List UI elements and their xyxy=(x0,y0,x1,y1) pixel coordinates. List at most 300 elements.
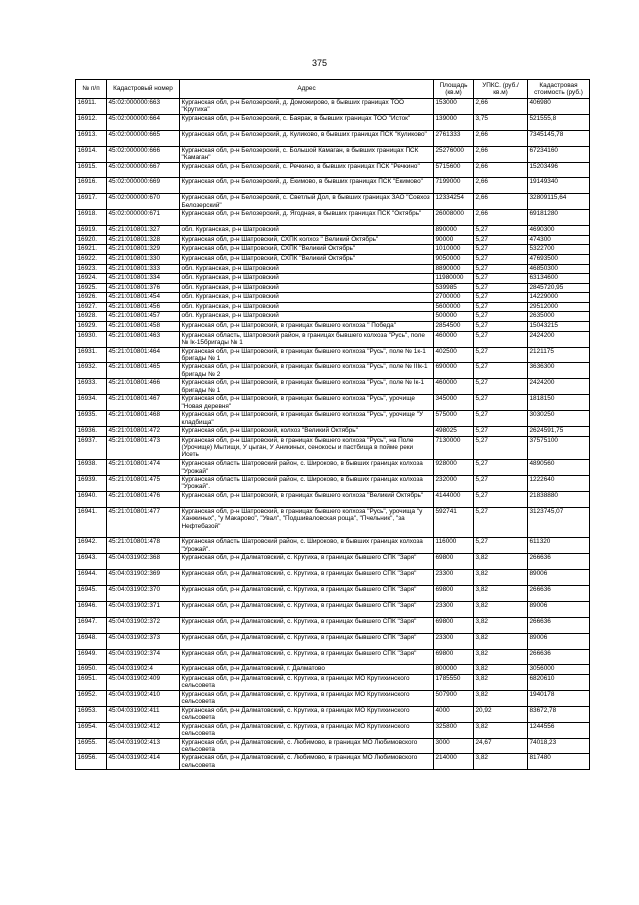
address: Курганская обл, р-н Далматовский, с. Крутиха, в границах бывшего СПК "Заря" xyxy=(180,633,434,649)
area: 23300 xyxy=(434,570,474,586)
cadastral-number: 45:21:010801:478 xyxy=(107,538,180,554)
table-row xyxy=(76,226,590,236)
upks: 5,27 xyxy=(474,283,528,293)
area: 690000 xyxy=(434,363,474,379)
table-row xyxy=(76,162,590,178)
cadastral-value: 3056000 xyxy=(528,665,590,675)
cadastral-number: 45:04:031902:409 xyxy=(107,674,180,690)
address: Курганская обл, р-н Далматовский, с. Любимово, в границах МО Любимовского сельсовета xyxy=(180,738,434,754)
area: 1010000 xyxy=(434,245,474,255)
address: Курганская обл, р-н Далматовский, с. Крутиха, в границах бывшего СПК "Заря" xyxy=(180,570,434,586)
table-row xyxy=(76,194,590,210)
row-number: 16945. xyxy=(76,585,107,601)
address: обл. Курганская, р-н Шатровский xyxy=(180,283,434,293)
cadastral-number: 45:21:010801:474 xyxy=(107,460,180,476)
area: 500000 xyxy=(434,312,474,322)
cadastral-value: 89006 xyxy=(528,601,590,617)
area: 5600000 xyxy=(434,302,474,312)
table-row xyxy=(76,347,590,363)
table-row xyxy=(76,312,590,322)
table-row xyxy=(76,507,590,538)
cadastral-value-table xyxy=(75,79,590,770)
row-number: 16917. xyxy=(76,194,107,210)
table-body xyxy=(76,99,590,770)
row-number: 16943. xyxy=(76,554,107,570)
cadastral-number: 45:21:010801:333 xyxy=(107,264,180,274)
area: 402500 xyxy=(434,347,474,363)
cadastral-number: 45:04:031902:370 xyxy=(107,585,180,601)
cadastral-value: 5322700 xyxy=(528,245,590,255)
area: 139000 xyxy=(434,114,474,130)
upks: 3,82 xyxy=(474,585,528,601)
address: Курганская обл, р-н Далматовский, с. Крутиха, в границах МО Крутихинского сельсовета xyxy=(180,722,434,738)
column-header-area: Площадь (кв.м) xyxy=(434,80,474,99)
row-number: 16948. xyxy=(76,633,107,649)
cadastral-number: 45:04:031902:372 xyxy=(107,617,180,633)
area: 9050000 xyxy=(434,254,474,264)
row-number: 16950. xyxy=(76,665,107,675)
table-row xyxy=(76,706,590,722)
row-number: 16911. xyxy=(76,99,107,115)
table-row xyxy=(76,363,590,379)
cadastral-value: 4890560 xyxy=(528,460,590,476)
table-row xyxy=(76,254,590,264)
address: обл. Курганская, р-н Шатровский xyxy=(180,312,434,322)
upks: 2,66 xyxy=(474,194,528,210)
upks: 5,27 xyxy=(474,395,528,411)
address: Курганская обл, р-н Далматовский, с. Любимово, в границах МО Любимовского сельсовета xyxy=(180,754,434,770)
cadastral-number: 45:21:010801:454 xyxy=(107,293,180,303)
cadastral-number: 45:04:031902:4 xyxy=(107,665,180,675)
area: 325800 xyxy=(434,722,474,738)
cadastral-number: 45:02:000000:667 xyxy=(107,162,180,178)
cadastral-number: 45:21:010801:458 xyxy=(107,322,180,332)
area: 800000 xyxy=(434,665,474,675)
upks: 5,27 xyxy=(474,427,528,437)
table-row xyxy=(76,283,590,293)
upks: 2,66 xyxy=(474,162,528,178)
upks: 2,66 xyxy=(474,210,528,226)
cadastral-number: 45:04:031902:368 xyxy=(107,554,180,570)
area: 460000 xyxy=(434,379,474,395)
row-number: 16941. xyxy=(76,507,107,538)
row-number: 16921. xyxy=(76,245,107,255)
upks: 3,82 xyxy=(474,690,528,706)
cadastral-number: 45:21:010801:472 xyxy=(107,427,180,437)
address: Курганская обл, р-н Далматовский, с. Крутиха, в границах бывшего СПК "Заря" xyxy=(180,585,434,601)
upks: 3,82 xyxy=(474,754,528,770)
cadastral-value: 47693500 xyxy=(528,254,590,264)
cadastral-number: 45:02:000000:666 xyxy=(107,146,180,162)
cadastral-number: 45:04:031902:413 xyxy=(107,738,180,754)
table-row xyxy=(76,491,590,507)
row-number: 16928. xyxy=(76,312,107,322)
area: 460000 xyxy=(434,331,474,347)
cadastral-value: 2635000 xyxy=(528,312,590,322)
row-number: 16952. xyxy=(76,690,107,706)
address: Курганская область Шатровский район, с. Широково, в бывших границах колхоза "Урожай" xyxy=(180,460,434,476)
upks: 5,27 xyxy=(474,254,528,264)
upks: 5,27 xyxy=(474,245,528,255)
cadastral-number: 45:21:010801:329 xyxy=(107,245,180,255)
area: 11980000 xyxy=(434,274,474,284)
cadastral-number: 45:21:010801:457 xyxy=(107,312,180,322)
address: Курганская обл, р-н Шатровский, в границах бывшего колхоза "Русь", урочище "Новая деревня" xyxy=(180,395,434,411)
table-row xyxy=(76,293,590,303)
cadastral-value: 266636 xyxy=(528,617,590,633)
area: 69800 xyxy=(434,617,474,633)
row-number: 16947. xyxy=(76,617,107,633)
row-number: 16944. xyxy=(76,570,107,586)
area: 890000 xyxy=(434,226,474,236)
cadastral-value: 1222640 xyxy=(528,475,590,491)
table-row xyxy=(76,722,590,738)
cadastral-value: 611320 xyxy=(528,538,590,554)
row-number: 16914. xyxy=(76,146,107,162)
address: Курганская обл, р-н Белозерский, д. Ягодная, в бывших границах ПСК "Октябрь" xyxy=(180,210,434,226)
cadastral-value: 2624591,75 xyxy=(528,427,590,437)
cadastral-value: 1940178 xyxy=(528,690,590,706)
cadastral-value: 29512000 xyxy=(528,302,590,312)
upks: 5,27 xyxy=(474,411,528,427)
area: 7130000 xyxy=(434,436,474,460)
row-number: 16939. xyxy=(76,475,107,491)
table-row xyxy=(76,235,590,245)
row-number: 16912. xyxy=(76,114,107,130)
table-row xyxy=(76,585,590,601)
table-row xyxy=(76,302,590,312)
column-header-cadastral-number: Кадастровый номер xyxy=(107,80,180,99)
cadastral-number: 45:04:031902:371 xyxy=(107,601,180,617)
upks: 5,27 xyxy=(474,475,528,491)
row-number: 16925. xyxy=(76,283,107,293)
area: 90000 xyxy=(434,235,474,245)
area: 8890000 xyxy=(434,264,474,274)
area: 507900 xyxy=(434,690,474,706)
table-row xyxy=(76,146,590,162)
cadastral-value: 2424200 xyxy=(528,379,590,395)
cadastral-value: 83672,78 xyxy=(528,706,590,722)
address: Курганская обл, р-н Далматовский, с. Крутиха, в границах МО Крутихинского сельсовета xyxy=(180,674,434,690)
column-header-upks: УПКС. (руб./кв.м) xyxy=(474,80,528,99)
area: 116000 xyxy=(434,538,474,554)
row-number: 16923. xyxy=(76,264,107,274)
cadastral-number: 45:21:010801:328 xyxy=(107,235,180,245)
row-number: 16938. xyxy=(76,460,107,476)
area: 928000 xyxy=(434,460,474,476)
upks: 5,27 xyxy=(474,235,528,245)
upks: 3,82 xyxy=(474,674,528,690)
cadastral-number: 45:04:031902:410 xyxy=(107,690,180,706)
area: 26008000 xyxy=(434,210,474,226)
address: обл. Курганская, р-н Шатровский xyxy=(180,226,434,236)
upks: 5,27 xyxy=(474,274,528,284)
address: Курганская обл, р-н Шатровский, в границах бывшего колхоза "Русь", поле № Iк-1 бригады № 1 xyxy=(180,379,434,395)
table-row xyxy=(76,436,590,460)
cadastral-value: 3030250 xyxy=(528,411,590,427)
address: Курганская обл, р-н Белозерский, с. Баярак, в бывших границах ТОО "Исток" xyxy=(180,114,434,130)
row-number: 16951. xyxy=(76,674,107,690)
cadastral-number: 45:04:031902:369 xyxy=(107,570,180,586)
table-row xyxy=(76,322,590,332)
table-row xyxy=(76,245,590,255)
upks: 2,66 xyxy=(474,146,528,162)
upks: 5,27 xyxy=(474,491,528,507)
area: 69800 xyxy=(434,554,474,570)
cadastral-value: 21838880 xyxy=(528,491,590,507)
cadastral-value: 2121175 xyxy=(528,347,590,363)
upks: 5,27 xyxy=(474,293,528,303)
cadastral-number: 45:02:000000:670 xyxy=(107,194,180,210)
row-number: 16936. xyxy=(76,427,107,437)
upks: 5,27 xyxy=(474,507,528,538)
cadastral-number: 45:02:000000:665 xyxy=(107,130,180,146)
cadastral-number: 45:21:010801:465 xyxy=(107,363,180,379)
address: обл. Курганская, р-н Шатровский xyxy=(180,302,434,312)
address: Курганская обл, р-н Шатровский, колхоз "Великий Октябрь" xyxy=(180,427,434,437)
address: Курганская область Шатровский район, с. Широково, в бывших границах колхоза "Урожай". xyxy=(180,475,434,491)
table-row xyxy=(76,427,590,437)
table-row xyxy=(76,633,590,649)
area: 12334254 xyxy=(434,194,474,210)
address: обл. Курганская, р-н Шатровский xyxy=(180,293,434,303)
area: 345000 xyxy=(434,395,474,411)
cadastral-number: 45:04:031902:412 xyxy=(107,722,180,738)
address: Курганская обл, р-н Шатровский, в границах бывшего колхоза "Русь", урочище "У кладбища" xyxy=(180,411,434,427)
cadastral-number: 45:21:010801:476 xyxy=(107,491,180,507)
address: Курганская обл, р-н Белозерский, с. Речкино, в бывших границах ПСК "Речкино" xyxy=(180,162,434,178)
table-row xyxy=(76,570,590,586)
upks: 5,27 xyxy=(474,347,528,363)
area: 592741 xyxy=(434,507,474,538)
upks: 5,27 xyxy=(474,363,528,379)
address: Курганская обл, р-н Шатровский, в границах бывшего колхоза "Русь", на Поле (Урочище) Мытищи, У цыган, У Аникиных, сенокосы и пастбища в пойме реки Исеть xyxy=(180,436,434,460)
table-row xyxy=(76,738,590,754)
address: Курганская область Шатровский район, с. Широково, в бывших границах колхоза "Урожай". xyxy=(180,538,434,554)
cadastral-value: 266636 xyxy=(528,585,590,601)
cadastral-number: 45:21:010801:334 xyxy=(107,274,180,284)
table-row xyxy=(76,475,590,491)
row-number: 16933. xyxy=(76,379,107,395)
cadastral-number: 45:21:010801:477 xyxy=(107,507,180,538)
row-number: 16953. xyxy=(76,706,107,722)
cadastral-value: 46850300 xyxy=(528,264,590,274)
area: 214000 xyxy=(434,754,474,770)
column-header-address: Адрес xyxy=(180,80,434,99)
cadastral-value: 2845720,95 xyxy=(528,283,590,293)
upks: 5,27 xyxy=(474,331,528,347)
cadastral-value: 74018,23 xyxy=(528,738,590,754)
area: 153000 xyxy=(434,99,474,115)
upks: 3,82 xyxy=(474,601,528,617)
upks: 2,66 xyxy=(474,178,528,194)
upks: 5,27 xyxy=(474,436,528,460)
table-row xyxy=(76,99,590,115)
address: Курганская обл, р-н Шатровский, в границах бывшего колхоза " Победа" xyxy=(180,322,434,332)
address: Курганская обл, р-н Шатровский, СХПК колхоз " Великий Октябрь" xyxy=(180,235,434,245)
cadastral-value: 89006 xyxy=(528,633,590,649)
area: 2700000 xyxy=(434,293,474,303)
row-number: 16920. xyxy=(76,235,107,245)
row-number: 16926. xyxy=(76,293,107,303)
table-row xyxy=(76,331,590,347)
cadastral-number: 45:21:010801:464 xyxy=(107,347,180,363)
address: Курганская обл, р-н Далматовский, с. Крутиха, в границах МО Крутихинского сельсовета xyxy=(180,706,434,722)
area: 7199000 xyxy=(434,178,474,194)
address: Курганская обл, р-н Далматовский, с. Крутиха, в границах бывшего СПК "Заря" xyxy=(180,649,434,665)
area: 3000 xyxy=(434,738,474,754)
address: Курганская обл, р-н Шатровский, в границах бывшего колхоза "Русь", поле № IIIк-1 бригады № 2 xyxy=(180,363,434,379)
cadastral-number: 45:21:010801:463 xyxy=(107,331,180,347)
table-row xyxy=(76,130,590,146)
row-number: 16922. xyxy=(76,254,107,264)
area: 2854500 xyxy=(434,322,474,332)
table-row xyxy=(76,554,590,570)
address: Курганская обл, р-н Белозерский, с. Большой Камаган, в бывших границах ПСК "Камаган" xyxy=(180,146,434,162)
row-number: 16935. xyxy=(76,411,107,427)
row-number: 16929. xyxy=(76,322,107,332)
area: 4000 xyxy=(434,706,474,722)
upks: 2,66 xyxy=(474,99,528,115)
cadastral-value: 19149340 xyxy=(528,178,590,194)
cadastral-number: 45:02:000000:671 xyxy=(107,210,180,226)
cadastral-value: 266636 xyxy=(528,649,590,665)
address: Курганская обл, р-н Далматовский, с. Крутиха, в границах бывшего СПК "Заря" xyxy=(180,601,434,617)
row-number: 16955. xyxy=(76,738,107,754)
row-number: 16946. xyxy=(76,601,107,617)
area: 539985 xyxy=(434,283,474,293)
cadastral-value: 7345145,78 xyxy=(528,130,590,146)
cadastral-number: 45:02:000000:663 xyxy=(107,99,180,115)
cadastral-value: 4690300 xyxy=(528,226,590,236)
row-number: 16930. xyxy=(76,331,107,347)
address: Курганская обл, р-н Белозерский, д. Куликово, в бывших границах ПСК "Куликово" xyxy=(180,130,434,146)
area: 69800 xyxy=(434,585,474,601)
address: Курганская обл, р-н Белозерский, д. Екимово, в бывших границах ПСК "Екимово" xyxy=(180,178,434,194)
cadastral-value: 14229000 xyxy=(528,293,590,303)
address: Курганская область, Шатровский район, в границах бывшего колхоза "Русь", поле № Iк-15бригады № 1 xyxy=(180,331,434,347)
cadastral-value: 521555,8 xyxy=(528,114,590,130)
table-row xyxy=(76,210,590,226)
upks: 5,27 xyxy=(474,226,528,236)
upks: 3,82 xyxy=(474,722,528,738)
row-number: 16949. xyxy=(76,649,107,665)
cadastral-number: 45:21:010801:327 xyxy=(107,226,180,236)
row-number: 16924. xyxy=(76,274,107,284)
row-number: 16927. xyxy=(76,302,107,312)
cadastral-number: 45:04:031902:374 xyxy=(107,649,180,665)
upks: 3,82 xyxy=(474,649,528,665)
cadastral-value: 3636300 xyxy=(528,363,590,379)
upks: 3,82 xyxy=(474,554,528,570)
upks: 3,82 xyxy=(474,570,528,586)
area: 4144000 xyxy=(434,491,474,507)
table-row xyxy=(76,178,590,194)
upks: 3,82 xyxy=(474,633,528,649)
row-number: 16934. xyxy=(76,395,107,411)
row-number: 16919. xyxy=(76,226,107,236)
row-number: 16913. xyxy=(76,130,107,146)
cadastral-number: 45:21:010801:475 xyxy=(107,475,180,491)
cadastral-value: 67234160 xyxy=(528,146,590,162)
address: Курганская обл, р-н Далматовский, с. Крутиха, в границах МО Крутихинского сельсовета xyxy=(180,690,434,706)
address: Курганская обл, р-н Шатровский, в границах бывшего колхоза "Русь", урочища "у Ханжиных", "у Макарово", "Увал", "Подшиваловская роща", "Пчельник", "за Нефтебазой" xyxy=(180,507,434,538)
row-number: 16940. xyxy=(76,491,107,507)
area: 498025 xyxy=(434,427,474,437)
cadastral-value: 817480 xyxy=(528,754,590,770)
address: Курганская обл, р-н Далматовский, с. Крутиха, в границах бывшего СПК "Заря" xyxy=(180,617,434,633)
address: Курганская обл, р-н Далматовский, г. Далматово xyxy=(180,665,434,675)
cadastral-number: 45:21:010801:466 xyxy=(107,379,180,395)
table-row xyxy=(76,690,590,706)
cadastral-number: 45:04:031902:373 xyxy=(107,633,180,649)
row-number: 16918. xyxy=(76,210,107,226)
row-number: 16931. xyxy=(76,347,107,363)
table-row xyxy=(76,538,590,554)
upks: 5,27 xyxy=(474,460,528,476)
cadastral-number: 45:21:010801:468 xyxy=(107,411,180,427)
table-row xyxy=(76,395,590,411)
table-row xyxy=(76,274,590,284)
row-number: 16942. xyxy=(76,538,107,554)
table-row xyxy=(76,379,590,395)
upks: 5,27 xyxy=(474,302,528,312)
address: обл. Курганская, р-н Шатровский xyxy=(180,264,434,274)
upks: 5,27 xyxy=(474,312,528,322)
table-row xyxy=(76,460,590,476)
cadastral-value: 63134600 xyxy=(528,274,590,284)
cadastral-value: 15043215 xyxy=(528,322,590,332)
row-number: 16932. xyxy=(76,363,107,379)
row-number: 16916. xyxy=(76,178,107,194)
address: Курганская обл, р-н Далматовский, с. Крутиха, в границах бывшего СПК "Заря" xyxy=(180,554,434,570)
area: 1785550 xyxy=(434,674,474,690)
area: 23300 xyxy=(434,633,474,649)
table-row xyxy=(76,264,590,274)
cadastral-number: 45:02:000000:669 xyxy=(107,178,180,194)
address: Курганская обл, р-н Белозерский, с. Светлый Дол, в бывших границах ЗАО "Совхоз Белозерский" xyxy=(180,194,434,210)
row-number: 16954. xyxy=(76,722,107,738)
table-row xyxy=(76,411,590,427)
cadastral-number: 45:21:010801:473 xyxy=(107,436,180,460)
table-row xyxy=(76,114,590,130)
cadastral-number: 45:04:031902:414 xyxy=(107,754,180,770)
cadastral-value: 2424200 xyxy=(528,331,590,347)
cadastral-value: 406980 xyxy=(528,99,590,115)
table-header xyxy=(76,80,590,99)
area: 232000 xyxy=(434,475,474,491)
area: 2761333 xyxy=(434,130,474,146)
table-row xyxy=(76,601,590,617)
cadastral-number: 45:21:010801:376 xyxy=(107,283,180,293)
upks: 5,27 xyxy=(474,379,528,395)
page-number: 375 xyxy=(311,58,328,68)
address: Курганская обл, р-н Шатровский, в границах бывшего колхоза "Русь", поле № 1к-1 бригады № 1 xyxy=(180,347,434,363)
cadastral-value: 32809115,64 xyxy=(528,194,590,210)
cadastral-value: 6820610 xyxy=(528,674,590,690)
cadastral-value: 89006 xyxy=(528,570,590,586)
address: Курганская обл, р-н Шатровский, в границах бывшего колхоза "Великий Октябрь" xyxy=(180,491,434,507)
area: 575000 xyxy=(434,411,474,427)
cadastral-value: 266636 xyxy=(528,554,590,570)
table-row xyxy=(76,617,590,633)
cadastral-value: 3123745,07 xyxy=(528,507,590,538)
table-row xyxy=(76,674,590,690)
address: Курганская обл, р-н Шатровский, СХПК "Великий Октябрь" xyxy=(180,245,434,255)
cadastral-value: 1818150 xyxy=(528,395,590,411)
area: 5715600 xyxy=(434,162,474,178)
upks: 3,75 xyxy=(474,114,528,130)
